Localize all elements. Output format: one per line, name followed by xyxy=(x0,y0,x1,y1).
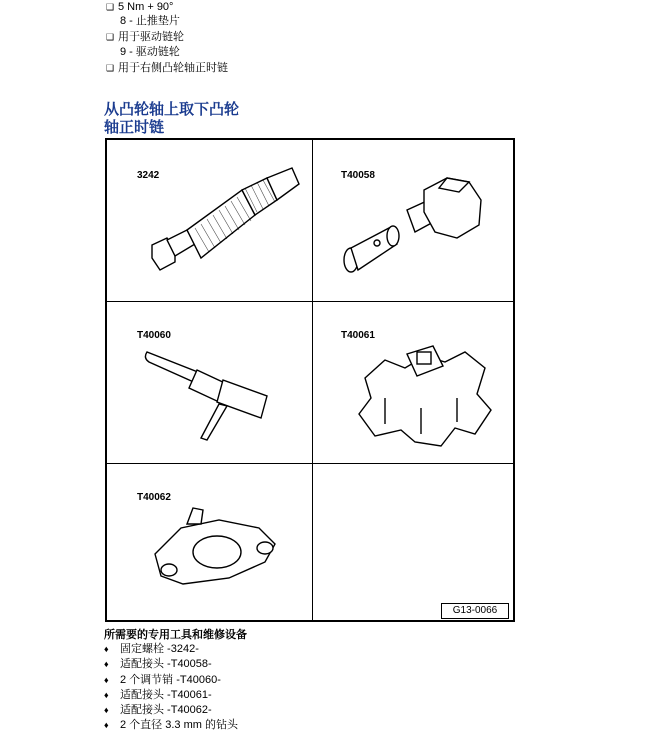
diamond-bullet-icon: ♦ xyxy=(104,720,109,730)
figure-reference: G13-0066 xyxy=(441,603,509,619)
top-item-2 xyxy=(120,14,180,28)
list-item: ♦ 适配接头 -T40062- xyxy=(104,704,212,716)
top-item-4 xyxy=(120,45,180,59)
checkbox-marker-icon: ❑ xyxy=(106,2,115,12)
tool-label-3242: 3242 xyxy=(137,170,160,181)
list-item: ♦ 固定螺栓 -3242- xyxy=(104,643,199,655)
tool-label-T40058: T40058 xyxy=(341,170,375,181)
adapter-T40058-illustration xyxy=(329,170,509,290)
adapter-T40061-illustration xyxy=(345,338,505,458)
top-item-text: 8 - 止推垫片 xyxy=(120,15,180,27)
list-item: ♦ 2 个调节销 -T40060- xyxy=(104,674,221,686)
top-item-5 xyxy=(106,61,228,75)
tool-label-T40061: T40061 xyxy=(341,330,375,341)
tool-label-T40062: T40062 xyxy=(137,492,171,503)
list-item: ♦ 适配接头 -T40061- xyxy=(104,689,212,701)
grid-divider xyxy=(107,463,513,464)
section-title-line-1: 从凸轮轴上取下凸轮 xyxy=(104,101,240,118)
list-item: ♦ 2 个直径 3.3 mm 的钻头 xyxy=(104,719,238,731)
top-item-text: 9 - 驱动链轮 xyxy=(120,46,180,58)
top-item-text: 用于右侧凸轮轴正时链 xyxy=(118,62,228,74)
pin-T40060-illustration xyxy=(137,340,307,450)
top-item-1 xyxy=(106,0,173,14)
required-tools-heading: 所需要的专用工具和维修设备 xyxy=(104,629,247,641)
grid-divider xyxy=(107,301,513,302)
grid-divider xyxy=(312,140,313,620)
diamond-bullet-icon: ♦ xyxy=(104,675,109,685)
diamond-bullet-icon: ♦ xyxy=(104,644,109,654)
bolt-3242-illustration xyxy=(127,160,307,290)
adapter-T40062-illustration xyxy=(147,500,297,600)
checkbox-marker-icon: ❑ xyxy=(106,32,115,42)
diamond-bullet-icon: ♦ xyxy=(104,690,109,700)
top-item-3 xyxy=(106,30,184,44)
tool-label-T40060: T40060 xyxy=(137,330,171,341)
checkbox-marker-icon: ❑ xyxy=(106,63,115,73)
special-tools-figure xyxy=(105,138,515,622)
diamond-bullet-icon: ♦ xyxy=(104,705,109,715)
top-item-text: 用于驱动链轮 xyxy=(118,31,184,43)
list-item: ♦ 适配接头 -T40058- xyxy=(104,658,212,670)
section-title-line-2: 轴正时链 xyxy=(104,119,165,136)
top-item-text: 5 Nm + 90° xyxy=(118,1,174,13)
diamond-bullet-icon: ♦ xyxy=(104,659,109,669)
